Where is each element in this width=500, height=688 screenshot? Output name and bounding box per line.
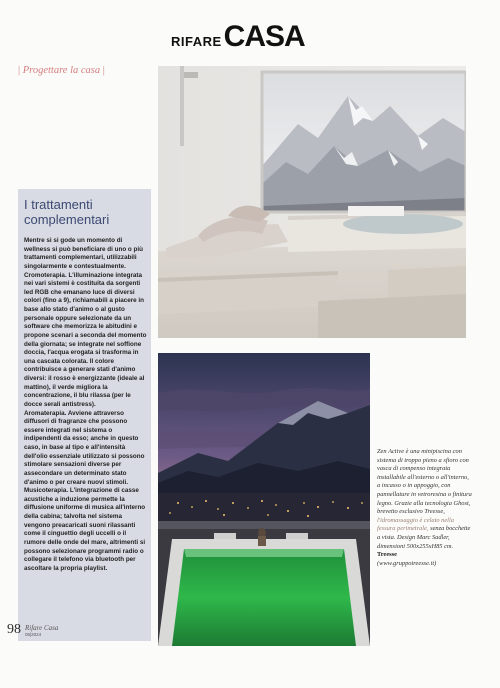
box-paragraph-aromaterapia: Aromaterapia. Avviene attraverso diffusori di fragranze che possono essere integrati nel sistema o indipendenti da esso; anche in questo caso, in base al tipo e all'intensità dell'olio essenziale utilizzato si possono stimolare sensazioni diverse per assecondare un determinato stato d'animo o per creare nuovi stimoli. — [24, 409, 145, 486]
box-title: I trattamenti complementari — [24, 197, 110, 227]
masthead-casa: CASA — [223, 20, 305, 53]
footer-magazine: Rifare Casa — [25, 624, 59, 632]
pool-photo — [158, 353, 370, 646]
caption-url: (www.gruppotreesse.it) — [377, 559, 437, 567]
caption-highlight: l'idromassaggio è celato nella fessura perimetrale, — [377, 516, 454, 533]
masthead — [171, 22, 305, 52]
section-label — [18, 65, 105, 76]
section-bar-left: | — [18, 65, 21, 76]
page-number: 98 — [7, 622, 21, 637]
pool-illustration — [158, 353, 370, 646]
box-paragraph-cromoterapia: Cromoterapia. L'illuminazione integrata nei vari sistemi è costituita da sorgenti led RGB che emanano luce di diversi colori (fino a 9), richiamabili a piacere in base allo stato d'animo o al gusto personale oppure selezionate da un software che memorizza le abitudini e propone scenari a seconda del momento della giornata; se integrate nel soffione doccia, l'acqua erogata si trasforma in una cascata colorata. Il colore contribuisce a generare stati d'animo diversi: il rosso è energizzante (ideale al mattino), il verde migliora la concentrazione, il blu rilassa (per le docce serali antistress). — [24, 271, 147, 408]
section-title: Progettare la casa — [22, 65, 101, 76]
spa-room-illustration — [158, 66, 466, 338]
footer-date: 06|2024 — [25, 632, 42, 637]
box-paragraph-intro: Mentre si si gode un momento di wellness si può beneficiare di uno o più trattamenti complementari, utilizzabili singolarmente e contestualmente. — [24, 237, 143, 270]
photo-caption — [377, 448, 472, 568]
box-body — [24, 237, 147, 573]
caption-brand: Treesse — [377, 551, 397, 559]
box-paragraph-musicoterapia: Musicoterapia. L'integrazione di casse acustiche a induzione permette la diffusione uniforme di musica all'interno della cabina; talvolta nel sistema vengono preacaricati suoni rilassanti come il cinguettio degli uccelli o il rumore delle onde del mare, altrimenti si possono selezionare programmi radio o collegare il telefono via bluetooth per ascoltare la propria playlist. — [24, 487, 146, 572]
section-bar-right: | — [102, 65, 105, 76]
masthead-rifare: RIFARE — [171, 34, 222, 49]
caption-text-a: Zen Active è una minipiscina con sistema di troppo pieno a sfioro con vasca di compenso integrata installabile all'esterno o all'interno, a incasso o in appoggio, con pannellature in vetroresina o finitura legno. Grazie alla tecnologia Ghost, brevetto esclusivo Treesse, — [377, 448, 472, 516]
caption-text-b: senza bocchette a vista. Design Marc Sadler, dimensioni 500x255xH85 cm. — [377, 525, 471, 550]
spa-room-photo — [158, 66, 466, 338]
